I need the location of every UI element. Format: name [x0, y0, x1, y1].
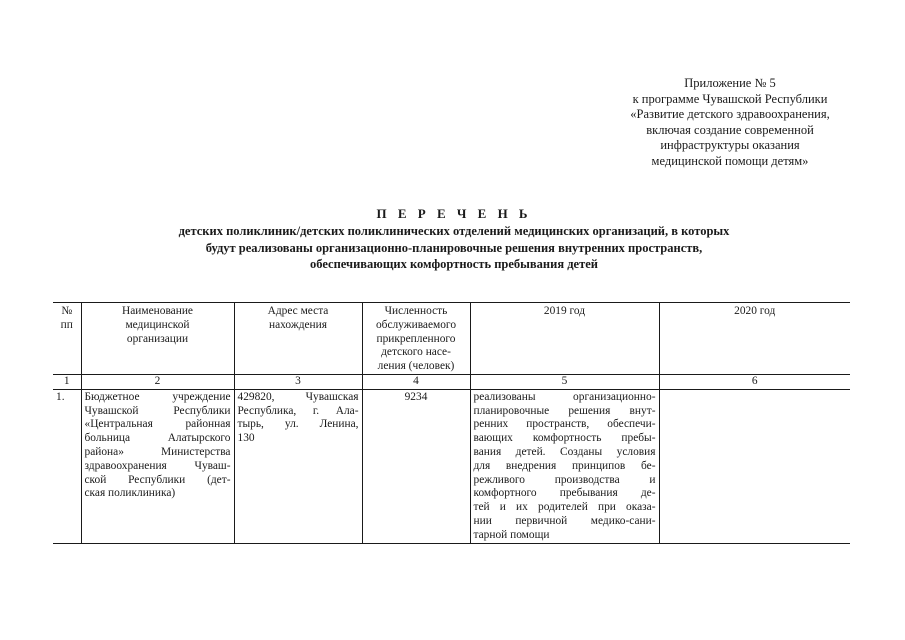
- header-num: № пп: [53, 303, 81, 375]
- appendix-line: медицинской помощи детям»: [651, 153, 809, 168]
- appendix-line: инфраструктуры оказания: [660, 138, 800, 152]
- column-number: 4: [362, 374, 470, 389]
- column-number-row: [53, 374, 850, 389]
- title-line: детских поликлиник/детских поликлинических отделений медицинских организаций, в которых: [178, 224, 730, 238]
- appendix-line: «Развитие детского здравоохранения,: [630, 107, 830, 121]
- table-header-row: [53, 303, 850, 375]
- column-number: 1: [53, 374, 81, 389]
- column-number: 5: [470, 374, 659, 389]
- header-population: Численность обслуживаемого прикрепленного детского насе- ления (человек): [362, 303, 470, 375]
- table-row: [53, 389, 850, 543]
- header-address: Адрес места нахождения: [234, 303, 362, 375]
- title-line: будут реализованы организационно-планировочные решения внутренних пространств,: [205, 240, 703, 255]
- column-number: 6: [659, 374, 850, 389]
- organization-name: Бюджетное учреждение Чувашской Республики «Центральная районная больница Алатырского района» Министерства здравоохранения Чуваш- ской Республики (дет- ская поликлиника): [81, 389, 234, 543]
- column-number: 3: [234, 374, 362, 389]
- population-count: 9234: [362, 389, 470, 543]
- header-2019: 2019 год: [470, 303, 659, 375]
- appendix-line: к программе Чувашской Республики: [632, 91, 828, 106]
- title-line: обеспечивающих комфортность пребывания детей: [310, 257, 598, 271]
- document-title: [100, 206, 808, 273]
- organization-address: 429820, Чувашская Республика, г. Ала- тырь, ул. Ленина, 130: [234, 389, 362, 543]
- appendix-line: Приложение № 5: [684, 76, 776, 90]
- appendix-line: включая создание современной: [646, 122, 814, 137]
- title-main: П Е Р Е Ч Е Н Ь: [376, 206, 532, 221]
- row-number: 1.: [53, 389, 81, 543]
- header-2020: 2020 год: [659, 303, 850, 375]
- measures-2020: [659, 389, 850, 543]
- column-number: 2: [81, 374, 234, 389]
- measures-2019: реализованы организационно- планировочные решения внут- ренних пространств, обеспечи- вающих комфортность пребы- вания детей. Созданы условия для внедрения принципов бе- режливого производства и комфортного пребывания де- тей и их родителей при оказа- нии первичной медико-сани- тарной помощи: [470, 389, 659, 543]
- appendix-caption: [596, 76, 864, 169]
- header-organization: Наименование медицинской организации: [81, 303, 234, 375]
- organizations-table: [53, 302, 850, 544]
